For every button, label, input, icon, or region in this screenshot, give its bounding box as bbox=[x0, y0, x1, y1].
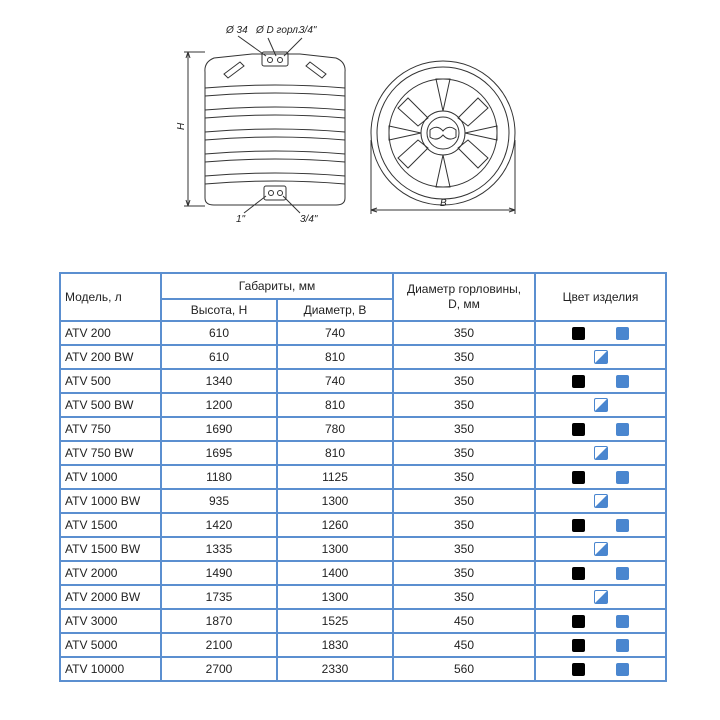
label-thread-bottom: 3/4" bbox=[300, 214, 318, 225]
color-swatch-blue bbox=[616, 423, 629, 436]
label-inlet-34: Ø 34 bbox=[226, 25, 248, 36]
cell-neck-diameter: 350 bbox=[393, 417, 535, 441]
cell-height: 2100 bbox=[161, 633, 277, 657]
cell-height: 1200 bbox=[161, 393, 277, 417]
cell-color bbox=[535, 657, 666, 681]
tank-rib bbox=[205, 115, 345, 118]
tank-rib bbox=[205, 129, 345, 132]
cell-model: ATV 500 bbox=[60, 369, 161, 393]
color-swatch-black bbox=[572, 423, 585, 436]
cell-neck-diameter: 350 bbox=[393, 345, 535, 369]
cell-model: ATV 2000 BW bbox=[60, 585, 161, 609]
cell-color bbox=[535, 321, 666, 345]
label-height-h: H bbox=[176, 122, 187, 130]
cell-model: ATV 1500 bbox=[60, 513, 161, 537]
cell-model: ATV 1000 BW bbox=[60, 489, 161, 513]
cell-diameter: 1300 bbox=[277, 537, 393, 561]
tank-rib bbox=[205, 107, 345, 110]
cell-neck-diameter: 350 bbox=[393, 369, 535, 393]
color-swatch-black bbox=[572, 375, 585, 388]
cell-height: 1180 bbox=[161, 465, 277, 489]
cell-diameter: 1300 bbox=[277, 585, 393, 609]
table-row bbox=[60, 561, 666, 585]
cell-height: 1420 bbox=[161, 513, 277, 537]
color-swatch-blue-white bbox=[594, 350, 608, 364]
cell-diameter: 1525 bbox=[277, 609, 393, 633]
cell-height: 935 bbox=[161, 489, 277, 513]
table-row bbox=[60, 537, 666, 561]
cell-height: 1695 bbox=[161, 441, 277, 465]
cell-diameter: 1830 bbox=[277, 633, 393, 657]
table-row bbox=[60, 417, 666, 441]
color-swatch-blue-white bbox=[594, 590, 608, 604]
color-swatch-black bbox=[572, 327, 585, 340]
table-body bbox=[60, 321, 666, 681]
cell-color bbox=[535, 369, 666, 393]
color-swatch-blue bbox=[616, 663, 629, 676]
cell-model: ATV 200 BW bbox=[60, 345, 161, 369]
color-swatch-blue bbox=[616, 471, 629, 484]
table-row bbox=[60, 441, 666, 465]
tank-top-outer bbox=[371, 61, 515, 205]
tank-rib bbox=[205, 159, 345, 162]
table-row bbox=[60, 465, 666, 489]
cell-diameter: 1400 bbox=[277, 561, 393, 585]
cell-color bbox=[535, 585, 666, 609]
cell-color bbox=[535, 633, 666, 657]
color-swatch-blue-white bbox=[594, 398, 608, 412]
header-diameter: Диаметр, B bbox=[277, 299, 393, 321]
cell-color bbox=[535, 345, 666, 369]
cell-color bbox=[535, 537, 666, 561]
tank-rib bbox=[205, 93, 345, 96]
color-swatch-blue-white bbox=[594, 494, 608, 508]
cell-model: ATV 500 BW bbox=[60, 393, 161, 417]
cell-model: ATV 750 bbox=[60, 417, 161, 441]
table-row bbox=[60, 321, 666, 345]
color-swatch-black bbox=[572, 615, 585, 628]
table-row bbox=[60, 633, 666, 657]
cell-model: ATV 200 bbox=[60, 321, 161, 345]
cell-height: 1340 bbox=[161, 369, 277, 393]
header-dimensions: Габариты, мм bbox=[161, 273, 393, 299]
cell-model: ATV 2000 bbox=[60, 561, 161, 585]
table-row bbox=[60, 657, 666, 681]
cell-color bbox=[535, 465, 666, 489]
cell-diameter: 780 bbox=[277, 417, 393, 441]
cell-height: 610 bbox=[161, 321, 277, 345]
cell-height: 1490 bbox=[161, 561, 277, 585]
cell-neck-diameter: 350 bbox=[393, 489, 535, 513]
specification-table bbox=[59, 272, 667, 682]
cell-neck-diameter: 350 bbox=[393, 537, 535, 561]
header-neck-line2: D, мм bbox=[448, 297, 480, 311]
tank-rib bbox=[205, 85, 345, 88]
cell-neck-diameter: 350 bbox=[393, 321, 535, 345]
cell-model: ATV 1000 bbox=[60, 465, 161, 489]
cell-neck-diameter: 350 bbox=[393, 441, 535, 465]
color-swatch-black bbox=[572, 663, 585, 676]
cell-diameter: 810 bbox=[277, 345, 393, 369]
label-thread-top: 3/4" bbox=[299, 25, 317, 36]
table-row bbox=[60, 489, 666, 513]
cell-color bbox=[535, 393, 666, 417]
cell-color bbox=[535, 489, 666, 513]
color-swatch-black bbox=[572, 567, 585, 580]
header-neck-line1: Диаметр горловины, bbox=[406, 282, 522, 296]
tank-rib bbox=[205, 181, 345, 184]
cell-model: ATV 1500 BW bbox=[60, 537, 161, 561]
table-row bbox=[60, 393, 666, 417]
color-swatch-blue-white bbox=[594, 542, 608, 556]
table-row bbox=[60, 609, 666, 633]
cell-diameter: 740 bbox=[277, 321, 393, 345]
cell-neck-diameter: 450 bbox=[393, 633, 535, 657]
cell-height: 1735 bbox=[161, 585, 277, 609]
label-diameter-b: B bbox=[440, 198, 447, 209]
cell-height: 610 bbox=[161, 345, 277, 369]
tank-rib bbox=[205, 173, 345, 176]
cell-color bbox=[535, 417, 666, 441]
cell-diameter: 1125 bbox=[277, 465, 393, 489]
cell-diameter: 2330 bbox=[277, 657, 393, 681]
header-height: Высота, H bbox=[161, 299, 277, 321]
cell-neck-diameter: 350 bbox=[393, 585, 535, 609]
header-neck-diameter bbox=[393, 273, 535, 321]
cell-neck-diameter: 350 bbox=[393, 393, 535, 417]
color-swatch-blue bbox=[616, 327, 629, 340]
cell-color bbox=[535, 441, 666, 465]
label-outlet-1: 1" bbox=[236, 214, 246, 225]
cell-diameter: 810 bbox=[277, 441, 393, 465]
color-swatch-black bbox=[572, 519, 585, 532]
tank-technical-drawing bbox=[0, 0, 720, 250]
cell-neck-diameter: 350 bbox=[393, 513, 535, 537]
cell-model: ATV 10000 bbox=[60, 657, 161, 681]
cell-neck-diameter: 350 bbox=[393, 465, 535, 489]
header-model: Модель, л bbox=[60, 273, 161, 321]
cell-diameter: 810 bbox=[277, 393, 393, 417]
cell-neck-diameter: 560 bbox=[393, 657, 535, 681]
color-swatch-blue bbox=[616, 375, 629, 388]
color-swatch-blue-white bbox=[594, 446, 608, 460]
header-color: Цвет изделия bbox=[535, 273, 666, 321]
cell-model: ATV 3000 bbox=[60, 609, 161, 633]
color-swatch-blue bbox=[616, 615, 629, 628]
cell-height: 1335 bbox=[161, 537, 277, 561]
tank-rib bbox=[205, 137, 345, 140]
cell-color bbox=[535, 609, 666, 633]
color-swatch-black bbox=[572, 639, 585, 652]
tank-rib bbox=[205, 151, 345, 154]
cell-diameter: 740 bbox=[277, 369, 393, 393]
label-neck-d: Ø D горл. bbox=[256, 25, 301, 36]
cell-color bbox=[535, 513, 666, 537]
cell-diameter: 1300 bbox=[277, 489, 393, 513]
cell-neck-diameter: 350 bbox=[393, 561, 535, 585]
cell-model: ATV 5000 bbox=[60, 633, 161, 657]
cell-diameter: 1260 bbox=[277, 513, 393, 537]
cell-height: 2700 bbox=[161, 657, 277, 681]
cell-color bbox=[535, 561, 666, 585]
color-swatch-black bbox=[572, 471, 585, 484]
color-swatch-blue bbox=[616, 519, 629, 532]
cell-height: 1870 bbox=[161, 609, 277, 633]
table-row bbox=[60, 369, 666, 393]
table-row bbox=[60, 585, 666, 609]
color-swatch-blue bbox=[616, 639, 629, 652]
color-swatch-blue bbox=[616, 567, 629, 580]
table-row bbox=[60, 513, 666, 537]
cell-model: ATV 750 BW bbox=[60, 441, 161, 465]
cell-height: 1690 bbox=[161, 417, 277, 441]
table-row bbox=[60, 345, 666, 369]
cell-neck-diameter: 450 bbox=[393, 609, 535, 633]
